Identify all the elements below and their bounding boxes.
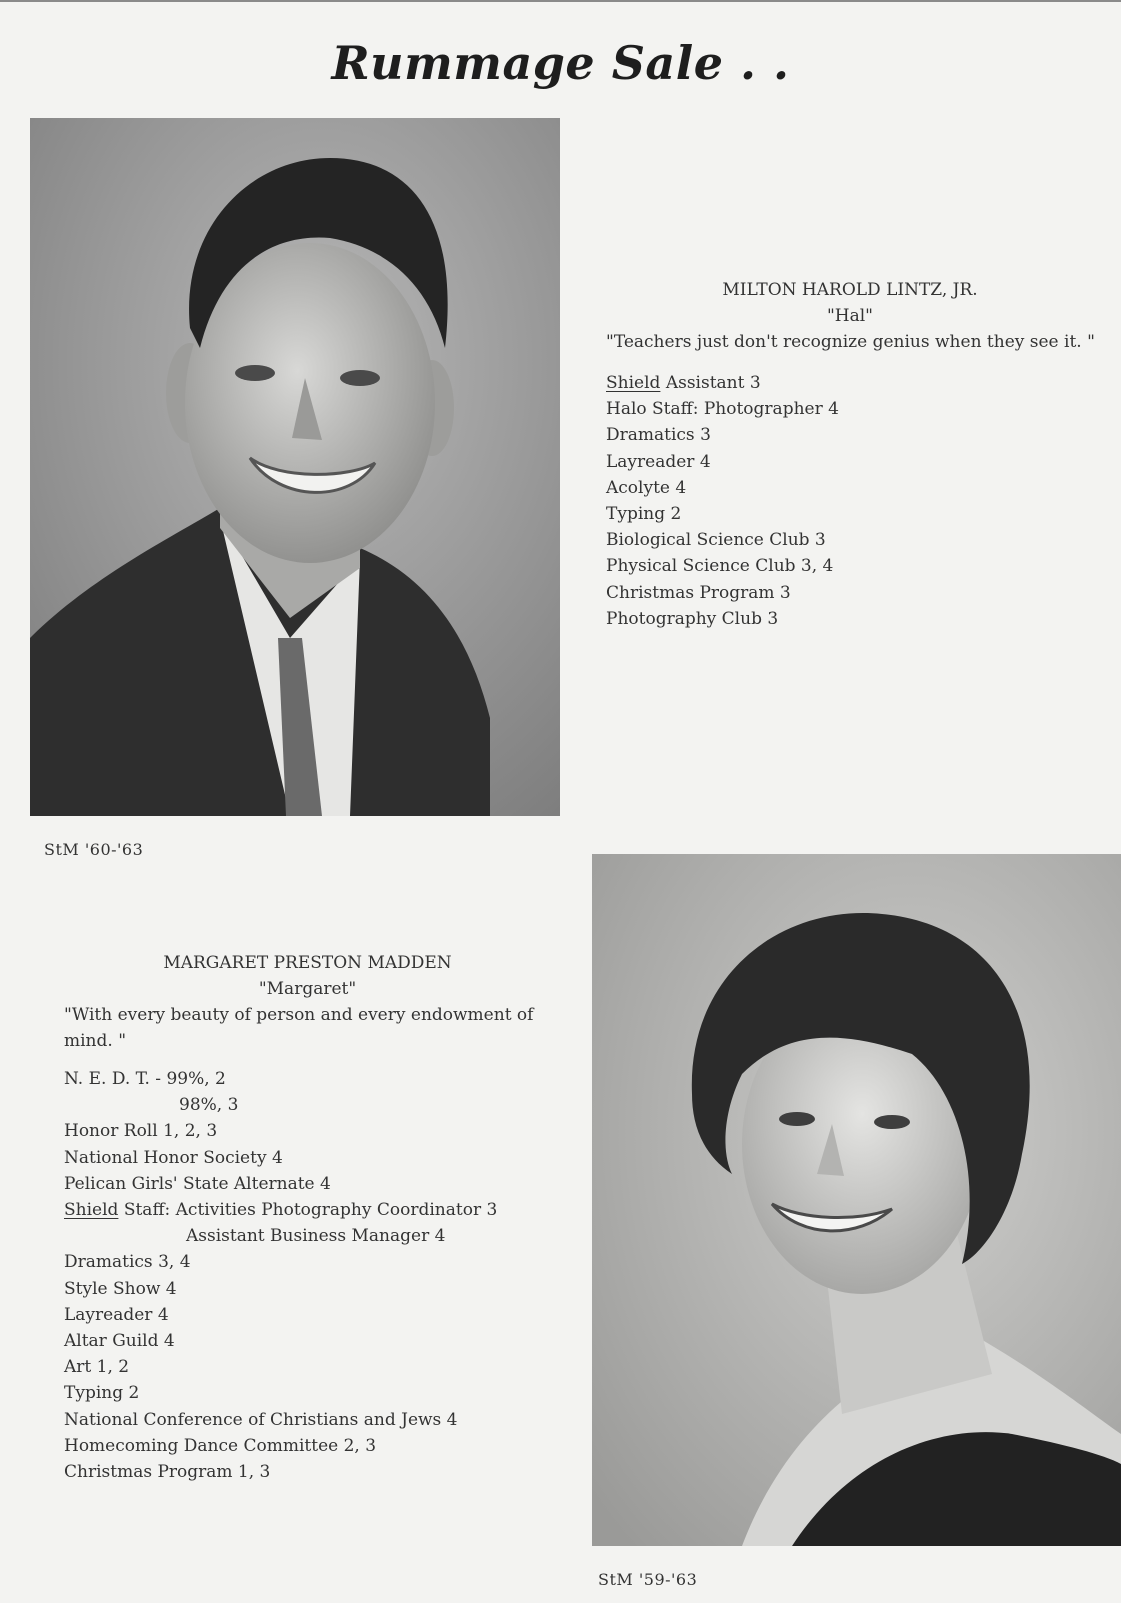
portrait-photo-milton (30, 118, 560, 816)
activity-item: Honor Roll 1, 2, 3 (64, 1121, 218, 1142)
publication-name-shield: Shield (606, 373, 661, 393)
nedt-score-line: 98%, 3 (179, 1095, 239, 1116)
activity-item: Biological Science Club 3 (606, 530, 826, 551)
activity-item: Typing 2 (64, 1383, 140, 1404)
nickname-margaret: "Margaret" (258, 979, 357, 999)
activity-text: Assistant 3 (660, 373, 761, 393)
activity-item: Dramatics 3 (606, 425, 711, 446)
name-milton: MILTON HAROLD LINTZ, JR. (722, 280, 978, 300)
quote-line: mind. " (64, 1031, 127, 1052)
activities-list-milton (606, 370, 839, 632)
activities-list-margaret (64, 1066, 497, 1485)
activity-item: Art 1, 2 (64, 1357, 130, 1378)
activity-item: Layreader 4 (64, 1304, 169, 1325)
activity-text: Staff: Activities Photography Coordinator 3 (118, 1200, 498, 1221)
activity-item: Christmas Program 1, 3 (64, 1462, 271, 1483)
activity-item: Christmas Program 3 (606, 582, 791, 603)
activity-item: Acolyte 4 (606, 477, 687, 498)
activity-item (64, 1197, 497, 1223)
top-border (0, 0, 1121, 2)
activity-item: Dramatics 3, 4 (64, 1252, 191, 1273)
quote-line: "With every beauty of person and every endowment of (64, 1005, 534, 1025)
quote-milton: "Teachers just don't recognize genius when they see it. " (606, 332, 1095, 352)
nickname-hal: "Hal" (826, 306, 874, 326)
activity-item: Assistant Business Manager 4 (186, 1226, 446, 1247)
activity-item: Style Show 4 (64, 1278, 177, 1299)
activity-item (606, 370, 839, 396)
activity-item: Layreader 4 (606, 451, 711, 472)
activity-item: National Conference of Christians and Jews 4 (64, 1409, 458, 1430)
activity-item: Homecoming Dance Committee 2, 3 (64, 1435, 377, 1456)
activity-item: Pelican Girls' State Alternate 4 (64, 1173, 331, 1194)
portrait-photo-margaret (592, 854, 1121, 1546)
nedt-score-line: N. E. D. T. - 99%, 2 (64, 1069, 226, 1089)
activity-item: National Honor Society 4 (64, 1147, 283, 1168)
years-caption-milton: StM '60-'63 (44, 840, 144, 859)
activity-item: Photography Club 3 (606, 608, 779, 629)
page-title: Rummage Sale . . (331, 36, 790, 90)
activity-item: Physical Science Club 3, 4 (606, 556, 834, 577)
activity-item: Altar Guild 4 (64, 1331, 175, 1352)
publication-name-shield: Shield (64, 1200, 119, 1221)
name-margaret: MARGARET PRESTON MADDEN (163, 953, 452, 973)
activity-item: Typing 2 (606, 504, 682, 525)
quote-margaret (64, 1002, 533, 1054)
years-caption-margaret: StM '59-'63 (598, 1570, 698, 1589)
activity-item: Halo Staff: Photographer 4 (606, 399, 839, 420)
